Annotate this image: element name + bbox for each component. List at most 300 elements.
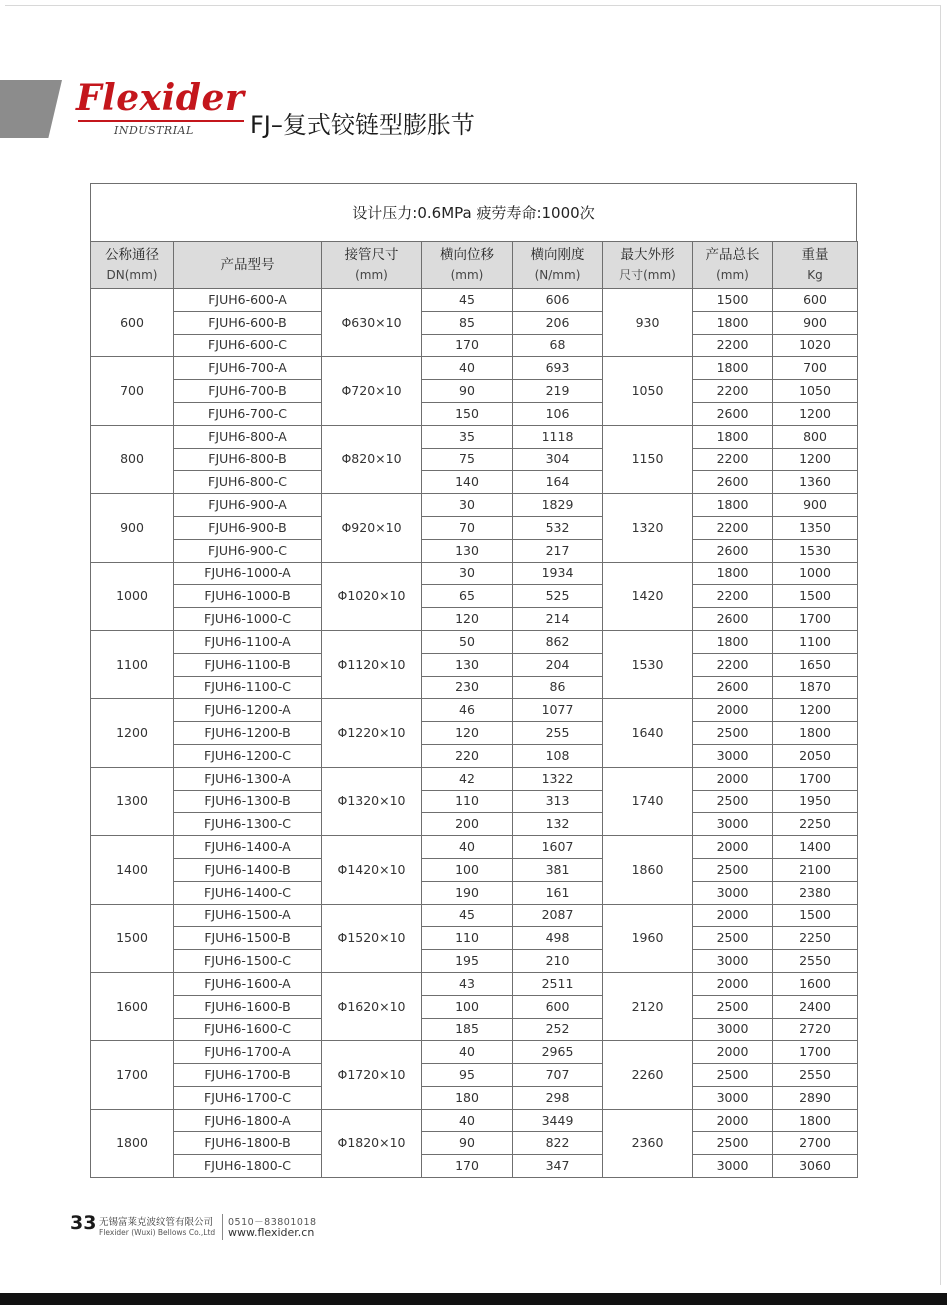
max-od-cell: 1320 [603,494,693,562]
table-row [91,562,858,585]
dn-cell: 800 [91,425,174,493]
weight-cell: 1500 [773,904,858,927]
stiffness-cell: 606 [513,289,603,312]
pipe-size-cell: Φ1820×10 [322,1109,422,1177]
spec-table-container [90,183,857,1178]
table-row [91,858,858,881]
table-row [91,950,858,973]
website-link[interactable]: www.flexider.cn [228,1226,315,1239]
length-cell: 2000 [693,1041,773,1064]
header-label: 公称通径 [105,247,159,263]
model-cell: FJUH6-1300-C [174,813,322,836]
model-cell: FJUH6-1300-B [174,790,322,813]
model-cell: FJUH6-1700-A [174,1041,322,1064]
stiffness-cell: 1934 [513,562,603,585]
model-cell: FJUH6-1600-A [174,972,322,995]
dn-cell: 1100 [91,630,174,698]
weight-cell: 2050 [773,744,858,767]
dn-cell: 1500 [91,904,174,972]
weight-cell: 1600 [773,972,858,995]
length-cell: 2000 [693,836,773,859]
table-row [91,1064,858,1087]
model-cell: FJUH6-600-C [174,334,322,357]
displacement-cell: 46 [422,699,513,722]
model-cell: FJUH6-1000-A [174,562,322,585]
stiffness-cell: 206 [513,311,603,334]
displacement-cell: 130 [422,653,513,676]
length-cell: 1800 [693,425,773,448]
weight-cell: 1530 [773,539,858,562]
model-cell: FJUH6-1100-C [174,676,322,699]
brand-name: Flexider [76,77,245,119]
model-cell: FJUH6-1700-B [174,1064,322,1087]
header-cell [422,242,513,289]
table-row [91,676,858,699]
header-unit: DN(mm) [106,268,158,282]
weight-cell: 2700 [773,1132,858,1155]
pipe-size-cell: Φ1220×10 [322,699,422,767]
table-row [91,630,858,653]
model-cell: FJUH6-800-B [174,448,322,471]
model-cell: FJUH6-900-C [174,539,322,562]
table-row [91,380,858,403]
length-cell: 2200 [693,653,773,676]
length-cell: 2000 [693,699,773,722]
model-cell: FJUH6-1100-A [174,630,322,653]
stiffness-cell: 2511 [513,972,603,995]
weight-cell: 2720 [773,1018,858,1041]
max-od-cell: 2120 [603,972,693,1040]
length-cell: 2200 [693,516,773,539]
header-label: 产品总长 [705,247,760,263]
length-cell: 3000 [693,881,773,904]
weight-cell: 1050 [773,380,858,403]
displacement-cell: 150 [422,402,513,425]
company-name-cn: 无锡富莱克波纹管有限公司 [99,1217,214,1228]
length-cell: 2500 [693,927,773,950]
model-cell: FJUH6-1100-B [174,653,322,676]
stiffness-cell: 381 [513,858,603,881]
stiffness-cell: 3449 [513,1109,603,1132]
stiffness-cell: 217 [513,539,603,562]
header-unit: (mm) [355,268,388,282]
pipe-size-cell: Φ1520×10 [322,904,422,972]
pipe-size-cell: Φ630×10 [322,289,422,357]
header-unit: Kg [807,268,823,282]
weight-cell: 700 [773,357,858,380]
header-cell [174,242,322,289]
table-row [91,972,858,995]
weight-cell: 1800 [773,722,858,745]
displacement-cell: 75 [422,448,513,471]
max-od-cell: 1530 [603,630,693,698]
length-cell: 2000 [693,904,773,927]
model-cell: FJUH6-1000-C [174,608,322,631]
length-cell: 2500 [693,1064,773,1087]
length-cell: 3000 [693,1018,773,1041]
weight-cell: 2380 [773,881,858,904]
model-cell: FJUH6-600-B [174,311,322,334]
length-cell: 2500 [693,1132,773,1155]
stiffness-cell: 525 [513,585,603,608]
table-row [91,699,858,722]
displacement-cell: 30 [422,494,513,517]
model-cell: FJUH6-1400-C [174,881,322,904]
length-cell: 3000 [693,1155,773,1178]
pipe-size-cell: Φ1420×10 [322,836,422,904]
header-unit: (mm) [450,268,484,282]
length-cell: 2000 [693,1109,773,1132]
phone-number: 0510－83801018 [228,1217,317,1228]
header-label: 最大外形 [620,247,675,263]
weight-cell: 1700 [773,608,858,631]
length-cell: 2500 [693,995,773,1018]
stiffness-cell: 219 [513,380,603,403]
model-cell: FJUH6-900-B [174,516,322,539]
displacement-cell: 40 [422,836,513,859]
stiffness-cell: 2965 [513,1041,603,1064]
header-label: 横向位移 [440,247,494,263]
length-cell: 2600 [693,608,773,631]
header-label: 重量 [801,247,829,263]
displacement-cell: 95 [422,1064,513,1087]
pipe-size-cell: Φ720×10 [322,357,422,425]
displacement-cell: 85 [422,311,513,334]
table-banner: 设计压力:0.6MPa 疲劳寿命:1000次 [90,183,857,241]
model-cell: FJUH6-1600-B [174,995,322,1018]
displacement-cell: 140 [422,471,513,494]
stiffness-cell: 347 [513,1155,603,1178]
length-cell: 2600 [693,471,773,494]
weight-cell: 900 [773,311,858,334]
header-cell [513,242,603,289]
weight-cell: 1100 [773,630,858,653]
model-cell: FJUH6-1500-B [174,927,322,950]
table-row [91,425,858,448]
displacement-cell: 100 [422,858,513,881]
stiffness-cell: 1607 [513,836,603,859]
stiffness-cell: 132 [513,813,603,836]
table-row [91,1109,858,1132]
model-cell: FJUH6-800-C [174,471,322,494]
header-label: 产品型号 [220,257,275,273]
displacement-cell: 195 [422,950,513,973]
displacement-cell: 180 [422,1086,513,1109]
dn-cell: 1800 [91,1109,174,1177]
dn-cell: 1700 [91,1041,174,1109]
weight-cell: 800 [773,425,858,448]
displacement-cell: 185 [422,1018,513,1041]
stiffness-cell: 106 [513,402,603,425]
weight-cell: 2890 [773,1086,858,1109]
length-cell: 1800 [693,357,773,380]
max-od-cell: 2360 [603,1109,693,1177]
dn-cell: 1000 [91,562,174,630]
model-cell: FJUH6-1800-B [174,1132,322,1155]
model-cell: FJUH6-1200-B [174,722,322,745]
length-cell: 2200 [693,448,773,471]
length-cell: 2000 [693,767,773,790]
model-cell: FJUH6-1400-A [174,836,322,859]
table-row [91,744,858,767]
table-row [91,927,858,950]
page-title: FJ–复式铰链型膨胀节 [250,111,475,139]
displacement-cell: 45 [422,904,513,927]
table-row [91,1132,858,1155]
table-body [91,289,858,1178]
displacement-cell: 110 [422,790,513,813]
stiffness-cell: 214 [513,608,603,631]
table-row [91,653,858,676]
displacement-cell: 65 [422,585,513,608]
bottom-edge-bar [0,1293,947,1305]
header-cell [91,242,174,289]
max-od-cell: 930 [603,289,693,357]
pipe-size-cell: Φ1720×10 [322,1041,422,1109]
model-cell: FJUH6-1500-A [174,904,322,927]
model-cell: FJUH6-1000-B [174,585,322,608]
table-row [91,836,858,859]
dn-cell: 900 [91,494,174,562]
length-cell: 2200 [693,334,773,357]
weight-cell: 2400 [773,995,858,1018]
header-unit: (N/mm) [534,268,581,282]
weight-cell: 1500 [773,585,858,608]
weight-cell: 2100 [773,858,858,881]
displacement-cell: 170 [422,1155,513,1178]
weight-cell: 1020 [773,334,858,357]
length-cell: 3000 [693,813,773,836]
brand-logo [76,76,246,142]
table-row [91,767,858,790]
stiffness-cell: 108 [513,744,603,767]
model-cell: FJUH6-700-B [174,380,322,403]
dn-cell: 1600 [91,972,174,1040]
header-label: 接管尺寸 [344,247,399,263]
length-cell: 1800 [693,562,773,585]
table-row [91,608,858,631]
displacement-cell: 30 [422,562,513,585]
model-cell: FJUH6-900-A [174,494,322,517]
length-cell: 1800 [693,494,773,517]
header-unit: 尺寸(mm) [619,268,676,282]
model-cell: FJUH6-1500-C [174,950,322,973]
displacement-cell: 90 [422,1132,513,1155]
model-cell: FJUH6-1200-A [174,699,322,722]
stiffness-cell: 600 [513,995,603,1018]
max-od-cell: 1640 [603,699,693,767]
stiffness-cell: 298 [513,1086,603,1109]
length-cell: 2500 [693,722,773,745]
stiffness-cell: 68 [513,334,603,357]
table-header-row [91,242,858,289]
weight-cell: 2550 [773,950,858,973]
model-cell: FJUH6-600-A [174,289,322,312]
displacement-cell: 130 [422,539,513,562]
table-row [91,995,858,1018]
table-row [91,357,858,380]
weight-cell: 1400 [773,836,858,859]
table-row [91,516,858,539]
displacement-cell: 40 [422,357,513,380]
stiffness-cell: 304 [513,448,603,471]
weight-cell: 1650 [773,653,858,676]
length-cell: 3000 [693,950,773,973]
table-row [91,1086,858,1109]
max-od-cell: 1420 [603,562,693,630]
length-cell: 1500 [693,289,773,312]
length-cell: 1800 [693,311,773,334]
weight-cell: 900 [773,494,858,517]
displacement-cell: 170 [422,334,513,357]
length-cell: 2200 [693,585,773,608]
table-row [91,448,858,471]
stiffness-cell: 86 [513,676,603,699]
model-cell: FJUH6-1800-A [174,1109,322,1132]
max-od-cell: 1050 [603,357,693,425]
model-cell: FJUH6-800-A [174,425,322,448]
table-row [91,1041,858,1064]
table-row [91,1018,858,1041]
stiffness-cell: 252 [513,1018,603,1041]
displacement-cell: 35 [422,425,513,448]
stiffness-cell: 204 [513,653,603,676]
table-row [91,813,858,836]
stiffness-cell: 255 [513,722,603,745]
brand-subtitle: INDUSTRIAL [114,124,194,137]
model-cell: FJUH6-1800-C [174,1155,322,1178]
stiffness-cell: 210 [513,950,603,973]
pipe-size-cell: Φ820×10 [322,425,422,493]
pipe-size-cell: Φ1120×10 [322,630,422,698]
displacement-cell: 120 [422,722,513,745]
model-cell: FJUH6-1700-C [174,1086,322,1109]
model-cell: FJUH6-1300-A [174,767,322,790]
pipe-size-cell: Φ1620×10 [322,972,422,1040]
table-row [91,471,858,494]
weight-cell: 2250 [773,813,858,836]
length-cell: 2600 [693,676,773,699]
stiffness-cell: 822 [513,1132,603,1155]
displacement-cell: 190 [422,881,513,904]
model-cell: FJUH6-1200-C [174,744,322,767]
stiffness-cell: 862 [513,630,603,653]
pipe-size-cell: Φ1020×10 [322,562,422,630]
displacement-cell: 50 [422,630,513,653]
displacement-cell: 220 [422,744,513,767]
length-cell: 2500 [693,858,773,881]
displacement-cell: 200 [422,813,513,836]
stiffness-cell: 693 [513,357,603,380]
length-cell: 2200 [693,380,773,403]
weight-cell: 1200 [773,448,858,471]
weight-cell: 1000 [773,562,858,585]
weight-cell: 3060 [773,1155,858,1178]
table-row [91,722,858,745]
pipe-size-cell: Φ1320×10 [322,767,422,835]
table-row [91,402,858,425]
weight-cell: 1950 [773,790,858,813]
table-row [91,881,858,904]
header-unit: (mm) [716,268,749,282]
displacement-cell: 70 [422,516,513,539]
weight-cell: 1350 [773,516,858,539]
stiffness-cell: 1322 [513,767,603,790]
weight-cell: 1360 [773,471,858,494]
weight-cell: 600 [773,289,858,312]
stiffness-cell: 161 [513,881,603,904]
weight-cell: 1200 [773,402,858,425]
displacement-cell: 100 [422,995,513,1018]
header-cell [603,242,693,289]
model-cell: FJUH6-700-C [174,402,322,425]
spec-table [90,241,858,1178]
stiffness-cell: 532 [513,516,603,539]
stiffness-cell: 1829 [513,494,603,517]
model-cell: FJUH6-700-A [174,357,322,380]
weight-cell: 1870 [773,676,858,699]
stiffness-cell: 164 [513,471,603,494]
header-label: 横向刚度 [530,247,585,263]
weight-cell: 1800 [773,1109,858,1132]
company-name-en: Flexider (Wuxi) Bellows Co.,Ltd [99,1228,216,1237]
max-od-cell: 1740 [603,767,693,835]
dn-cell: 1200 [91,699,174,767]
footer-divider [222,1214,223,1240]
header-cell [693,242,773,289]
weight-cell: 1700 [773,1041,858,1064]
max-od-cell: 2260 [603,1041,693,1109]
displacement-cell: 120 [422,608,513,631]
max-od-cell: 1960 [603,904,693,972]
length-cell: 2600 [693,402,773,425]
weight-cell: 1700 [773,767,858,790]
displacement-cell: 110 [422,927,513,950]
table-row [91,289,858,312]
stiffness-cell: 498 [513,927,603,950]
weight-cell: 1200 [773,699,858,722]
stiffness-cell: 707 [513,1064,603,1087]
length-cell: 2500 [693,790,773,813]
table-row [91,1155,858,1178]
header-cell [773,242,858,289]
stiffness-cell: 313 [513,790,603,813]
dn-cell: 1300 [91,767,174,835]
length-cell: 1800 [693,630,773,653]
length-cell: 2000 [693,972,773,995]
max-od-cell: 1150 [603,425,693,493]
pipe-size-cell: Φ920×10 [322,494,422,562]
length-cell: 3000 [693,1086,773,1109]
model-cell: FJUH6-1600-C [174,1018,322,1041]
table-row [91,334,858,357]
brand-underline [78,120,244,122]
length-cell: 3000 [693,744,773,767]
table-row [91,585,858,608]
weight-cell: 2550 [773,1064,858,1087]
table-row [91,494,858,517]
weight-cell: 2250 [773,927,858,950]
table-row [91,904,858,927]
table-row [91,311,858,334]
displacement-cell: 42 [422,767,513,790]
page-number: 33 [70,1212,97,1234]
header-cell [322,242,422,289]
model-cell: FJUH6-1400-B [174,858,322,881]
dn-cell: 700 [91,357,174,425]
displacement-cell: 43 [422,972,513,995]
displacement-cell: 40 [422,1109,513,1132]
